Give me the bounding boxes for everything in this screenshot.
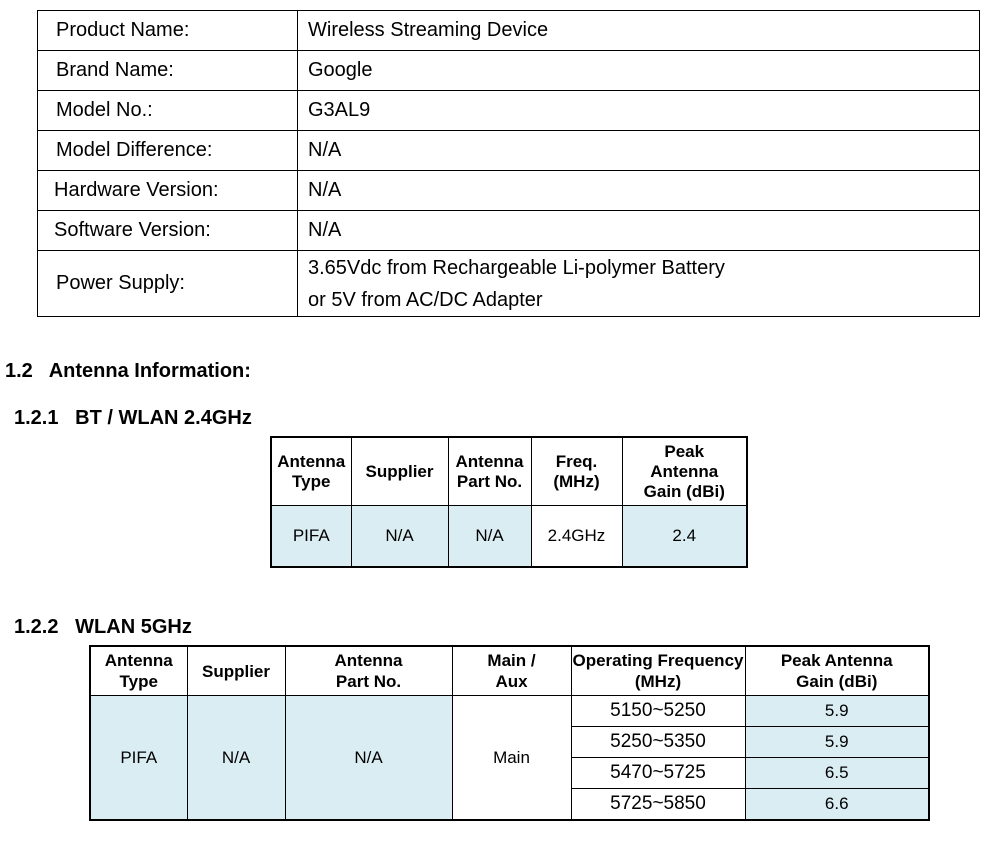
value-line-2: or 5V from AC/DC Adapter (308, 288, 543, 311)
cell: N/A (448, 506, 531, 568)
section-heading: 1.2 Antenna Information: (5, 360, 251, 382)
label: Software Version: (38, 211, 298, 251)
value (298, 251, 980, 317)
subsection-heading: 1.2.1 BT / WLAN 2.4GHz (14, 407, 252, 429)
table-row (38, 131, 980, 171)
table-row (38, 91, 980, 131)
cell: 2.4GHz (531, 506, 622, 568)
table-row (90, 696, 929, 727)
wlan-5ghz-antenna-table (89, 645, 930, 821)
table-row (38, 211, 980, 251)
label: Hardware Version: (38, 171, 298, 211)
table-row (38, 11, 980, 51)
header-cell: Operating Frequency (MHz) (571, 646, 745, 696)
label: Brand Name: (38, 51, 298, 91)
label: Product Name: (38, 11, 298, 51)
table-row (38, 51, 980, 91)
table-row (38, 171, 980, 211)
frequency: 5470~5725 (571, 758, 745, 789)
value: N/A (298, 211, 980, 251)
header-cell: Supplier (187, 646, 285, 696)
subsection-heading: 1.2.2 WLAN 5GHz (14, 616, 192, 638)
header-cell: Main / Aux (452, 646, 571, 696)
value: Wireless Streaming Device (298, 11, 980, 51)
value-line-1: 3.65Vdc from Rechargeable Li-polymer Battery (308, 256, 725, 279)
header-cell: Supplier (351, 437, 448, 506)
gain: 6.6 (745, 789, 929, 821)
header-cell: Antenna Type (271, 437, 351, 506)
value: N/A (298, 131, 980, 171)
gain: 5.9 (745, 696, 929, 727)
gain: 6.5 (745, 758, 929, 789)
supplier: N/A (187, 696, 285, 821)
cell: N/A (351, 506, 448, 568)
label: Model Difference: (38, 131, 298, 171)
gain: 5.9 (745, 727, 929, 758)
header-cell: Antenna Type (90, 646, 187, 696)
part-no: N/A (285, 696, 452, 821)
table-row (38, 251, 980, 317)
header-cell: Peak Antenna Gain (dBi) (622, 437, 747, 506)
header-cell: Freq. (MHz) (531, 437, 622, 506)
header-cell: Peak Antenna Gain (dBi) (745, 646, 929, 696)
header-row (271, 437, 747, 506)
cell: 2.4 (622, 506, 747, 568)
main-aux: Main (452, 696, 571, 821)
product-info-table (37, 10, 980, 317)
header-cell: Antenna Part No. (448, 437, 531, 506)
cell: PIFA (271, 506, 351, 568)
table-row (271, 506, 747, 568)
header-row (90, 646, 929, 696)
value: Google (298, 51, 980, 91)
label: Model No.: (38, 91, 298, 131)
value: G3AL9 (298, 91, 980, 131)
header-cell: Antenna Part No. (285, 646, 452, 696)
frequency: 5150~5250 (571, 696, 745, 727)
bt-wlan-antenna-table (270, 436, 748, 568)
antenna-type: PIFA (90, 696, 187, 821)
label: Power Supply: (38, 251, 298, 317)
value: N/A (298, 171, 980, 211)
frequency: 5250~5350 (571, 727, 745, 758)
frequency: 5725~5850 (571, 789, 745, 821)
